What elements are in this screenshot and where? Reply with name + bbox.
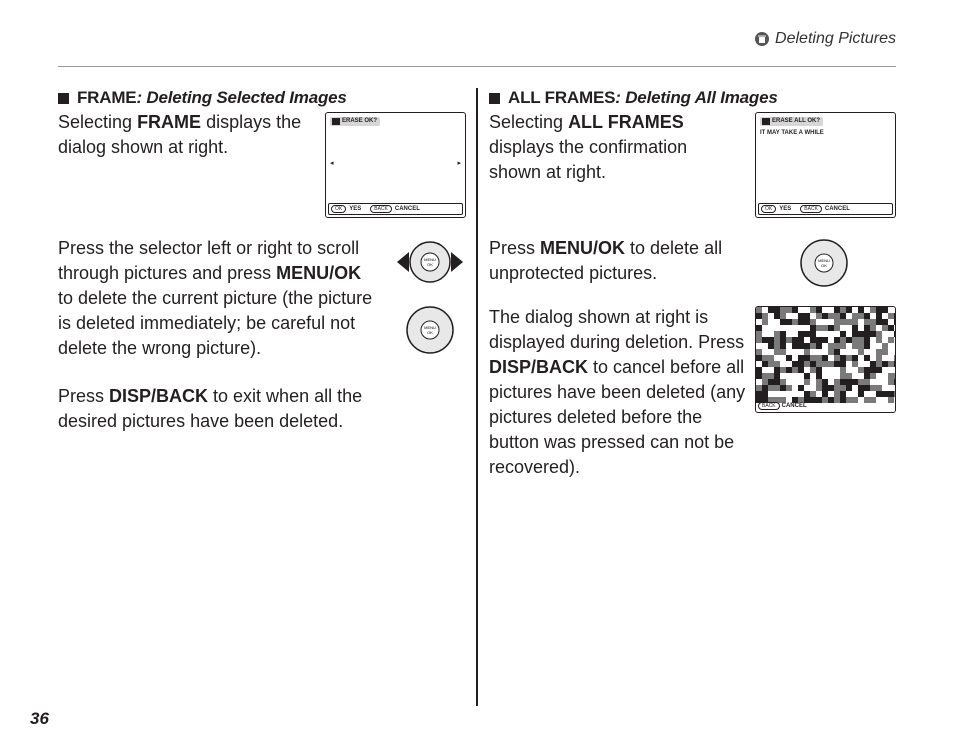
mosaic-block [792,367,798,373]
left-arrow-icon: ◂ [330,160,334,167]
mosaic-block [858,385,864,391]
mosaic-block [858,337,864,343]
mosaic-block [756,391,762,397]
mosaic-block [810,391,816,397]
mosaic-block [822,355,828,361]
heading-main: FRAME [77,88,137,107]
section-heading-all-frames [489,88,778,108]
mosaic-block [762,337,768,343]
menu-ok-button-icon [799,238,849,288]
square-bullet-icon [489,93,500,104]
mosaic-block [828,361,834,367]
mosaic-block [786,307,792,313]
right-paragraph-3: The dialog shown at right is displayed during deletion. Press DISP/BACK to cancel before all pictures have been deleted (any pictures deleted before the button was pressed can not be recovered). [489,307,746,477]
mosaic-block [816,367,822,373]
mosaic-block [852,337,858,343]
mosaic-block [846,397,852,403]
mosaic-block [768,307,774,313]
mosaic-block [840,337,846,343]
mosaic-block [834,355,840,361]
mosaic-block [846,337,852,343]
mosaic-block [834,385,840,391]
left-paragraph-3: Press DISP/BACK to exit when all the desired pictures have been deleted. [58,386,363,431]
mosaic-block [840,355,846,361]
mosaic-block [858,391,864,397]
mosaic-block [840,385,846,391]
mosaic-block [756,349,762,355]
mosaic-block [810,319,816,325]
mosaic-block [864,397,870,403]
mosaic-block [768,355,774,361]
mosaic-block [774,313,780,319]
mosaic-block [876,307,882,313]
mosaic-block [798,367,804,373]
mosaic-block [888,391,894,397]
mosaic-block [792,319,798,325]
mosaic-block [762,361,768,367]
mosaic-block [834,325,840,331]
mosaic-block [858,367,864,373]
mosaic-block [858,307,864,313]
page-number: 36 [30,709,49,728]
right-paragraph-1: Selecting ALL FRAMES displays the confirmation shown at right. [489,112,688,182]
mosaic-block [822,385,828,391]
mosaic-block [840,343,846,349]
heading-main: ALL FRAMES [508,88,616,107]
mosaic-block [858,349,864,355]
mosaic-block [852,343,858,349]
mosaic-block [828,313,834,319]
mosaic-block [774,337,780,343]
mosaic-block [840,361,846,367]
mosaic-block [768,385,774,391]
mosaic-block [798,313,804,319]
column-divider [476,88,478,706]
mosaic-block [870,307,876,313]
mosaic-block [852,325,858,331]
mosaic-block [828,343,834,349]
mosaic-block [852,355,858,361]
screen-button-bar: OK YES BACK CANCEL [758,203,893,215]
mosaic-block [870,367,876,373]
mosaic-block [864,337,870,343]
mosaic-block [822,361,828,367]
mosaic-block [846,355,852,361]
mosaic-block [846,385,852,391]
mosaic-block [834,313,840,319]
mosaic-block [780,331,786,337]
mosaic-block [810,367,816,373]
running-header [755,30,896,48]
mosaic-block [786,319,792,325]
mosaic-block [756,307,762,313]
mosaic-block [774,373,780,379]
right-arrow-icon: ▸ [457,160,461,167]
mosaic-block [780,349,786,355]
mosaic-block [858,313,864,319]
mosaic-block [852,361,858,367]
mosaic-block [888,313,894,319]
mosaic-block [846,307,852,313]
mosaic-block [780,379,786,385]
mosaic-block [780,307,786,313]
mosaic-block [852,313,858,319]
heading-sub: : Deleting All Images [615,88,778,107]
mosaic-block [852,397,858,403]
mosaic-block [876,385,882,391]
mosaic-block [756,367,762,373]
svg-text:OK: OK [427,330,433,335]
mosaic-block [882,307,888,313]
mosaic-block [756,373,762,379]
mosaic-block [780,385,786,391]
selector-left-right-icon [397,238,463,286]
mosaic-block [816,337,822,343]
mosaic-block [810,355,816,361]
mosaic-block [762,373,768,379]
mosaic-block [822,325,828,331]
mosaic-block [828,397,834,403]
mosaic-block [846,373,852,379]
mosaic-block [822,397,828,403]
mosaic-block [792,307,798,313]
mosaic-block [804,355,810,361]
mosaic-block [840,313,846,319]
mosaic-block [804,331,810,337]
mosaic-block [894,355,895,361]
mosaic-block [864,325,870,331]
mosaic-block [804,379,810,385]
mosaic-block [864,379,870,385]
mosaic-block [798,355,804,361]
right-paragraph-2: Press MENU/OK to delete all unprotected pictures. [489,238,723,283]
mosaic-block [816,361,822,367]
mosaic-block [792,361,798,367]
mosaic-block [810,331,816,337]
mosaic-block [888,379,894,385]
mosaic-block [834,343,840,349]
mosaic-block [768,361,774,367]
mosaic-block [882,361,888,367]
trash-icon [332,118,340,125]
mosaic-block [816,373,822,379]
mosaic-block [840,379,846,385]
screen-message: IT MAY TAKE A WHILE [760,130,824,136]
mosaic-block [762,391,768,397]
mosaic-block [762,355,768,361]
erase-ok-screen [325,112,466,218]
mosaic-block [864,343,870,349]
mosaic-block [798,331,804,337]
mosaic-block [864,367,870,373]
mosaic-block [840,367,846,373]
mosaic-block [894,373,895,379]
mosaic-block [840,391,846,397]
mosaic-block [804,361,810,367]
mosaic-block [804,313,810,319]
mosaic-block [864,319,870,325]
mosaic-block [888,325,894,331]
mosaic-block [798,319,804,325]
mosaic-block [864,331,870,337]
back-key: BACK [758,402,780,410]
mosaic-block [786,337,792,343]
mosaic-block [834,379,840,385]
mosaic-block [882,325,888,331]
mosaic-block [864,373,870,379]
mosaic-block [876,367,882,373]
mosaic-block [810,361,816,367]
mosaic-block [762,313,768,319]
mosaic-block [894,379,895,385]
mosaic-block [858,343,864,349]
mosaic-block [774,361,780,367]
mosaic-block [762,319,768,325]
mosaic-block [894,313,895,319]
mosaic-block [834,361,840,367]
mosaic-block [774,349,780,355]
mosaic-block [882,343,888,349]
mosaic-block [780,319,786,325]
back-key: BACK [800,205,822,213]
mosaic-block [840,373,846,379]
svg-text:MENU: MENU [424,325,436,330]
screen-title: ERASE OK? [330,117,380,126]
mosaic-block [864,355,870,361]
mosaic-block [756,313,762,319]
mosaic-block [774,367,780,373]
mosaic-block [798,385,804,391]
mosaic-block [894,331,895,337]
mosaic-block [786,367,792,373]
mosaic-block [834,397,840,403]
mosaic-block [876,361,882,367]
mosaic-block [780,343,786,349]
erase-all-ok-screen [755,112,896,218]
mosaic-block [846,379,852,385]
mosaic-block [804,349,810,355]
mosaic-block [852,379,858,385]
left-paragraph-1: Selecting FRAME displays the dialog shown at right. [58,112,302,157]
mosaic-block [792,343,798,349]
mosaic-block [876,391,882,397]
mosaic-block [774,343,780,349]
mosaic-block [762,385,768,391]
trash-icon [755,32,769,46]
mosaic-block [864,385,870,391]
mosaic-block [774,385,780,391]
mosaic-block [888,373,894,379]
mosaic-block [852,331,858,337]
mosaic-block [756,385,762,391]
mosaic-block [870,397,876,403]
mosaic-block [852,319,858,325]
header-title: Deleting Pictures [775,30,896,47]
mosaic-block [798,361,804,367]
mosaic-block [840,319,846,325]
mosaic-block [786,355,792,361]
mosaic-block [864,313,870,319]
mosaic-block [870,361,876,367]
mosaic-block [810,337,816,343]
mosaic-block [762,379,768,385]
back-key: BACK [370,205,392,213]
square-bullet-icon [58,93,69,104]
mosaic-block [768,343,774,349]
mosaic-block [834,319,840,325]
mosaic-block [798,337,804,343]
mosaic-block [834,349,840,355]
mosaic-block [816,385,822,391]
mosaic-block [828,385,834,391]
mosaic-block [816,379,822,385]
menu-ok-button-icon [405,305,455,355]
mosaic-block [792,337,798,343]
mosaic-block [876,337,882,343]
mosaic-block [840,397,846,403]
mosaic-block [840,307,846,313]
mosaic-block [834,391,840,397]
mosaic-block [870,331,876,337]
mosaic-block [804,391,810,397]
section-heading-frame [58,88,347,108]
heading-sub: : Deleting Selected Images [136,88,347,107]
mosaic-block [846,319,852,325]
mosaic-block [780,367,786,373]
mosaic-block [810,397,816,403]
header-rule [58,66,896,67]
mosaic-block [804,373,810,379]
ok-key: OK [331,205,346,213]
mosaic-block [816,397,822,403]
mosaic-block [888,337,894,343]
mosaic-block [810,325,816,331]
dissolve-pattern [756,307,895,412]
mosaic-block [882,349,888,355]
svg-text:OK: OK [427,262,433,267]
mosaic-block [756,325,762,331]
screen-button-bar: OK YES BACK CANCEL [328,203,463,215]
mosaic-block [774,379,780,385]
trash-icon [762,118,770,125]
mosaic-block [816,343,822,349]
mosaic-block [768,337,774,343]
mosaic-block [876,319,882,325]
svg-text:MENU: MENU [424,257,436,262]
mosaic-block [810,343,816,349]
mosaic-block [876,331,882,337]
mosaic-block [816,307,822,313]
mosaic-block [894,391,895,397]
mosaic-block [834,307,840,313]
mosaic-block [756,331,762,337]
mosaic-block [870,385,876,391]
mosaic-block [822,337,828,343]
svg-text:OK: OK [821,263,827,268]
mosaic-block [768,373,774,379]
mosaic-block [870,325,876,331]
mosaic-block [822,391,828,397]
mosaic-block [816,313,822,319]
mosaic-block [810,307,816,313]
mosaic-block [786,385,792,391]
mosaic-block [780,337,786,343]
mosaic-block [870,319,876,325]
mosaic-block [816,355,822,361]
screen-button-bar: BACK CANCEL [758,401,807,410]
deleting-progress-screen [755,306,896,413]
mosaic-block [780,313,786,319]
left-paragraph-2: Press the selector left or right to scroll through pictures and press MENU/OK to delete the current picture (the picture is deleted immediately; be careful not delete the wrong picture). [58,238,373,358]
mosaic-block [876,355,882,361]
mosaic-block [804,319,810,325]
mosaic-block [858,331,864,337]
mosaic-block [798,343,804,349]
mosaic-block [804,343,810,349]
mosaic-block [888,361,894,367]
mosaic-block [882,391,888,397]
mosaic-block [756,337,762,343]
mosaic-block [858,379,864,385]
mosaic-block [840,331,846,337]
mosaic-block [870,373,876,379]
ok-key: OK [761,205,776,213]
mosaic-block [822,379,828,385]
mosaic-block [774,331,780,337]
mosaic-block [882,319,888,325]
mosaic-block [822,313,828,319]
mosaic-block [828,325,834,331]
mosaic-block [834,337,840,343]
mosaic-block [876,313,882,319]
screen-title: ERASE ALL OK? [760,117,823,126]
mosaic-block [876,349,882,355]
mosaic-block [816,325,822,331]
mosaic-block [768,379,774,385]
mosaic-block [894,361,895,367]
mosaic-block [828,349,834,355]
mosaic-block [888,397,894,403]
mosaic-block [894,319,895,325]
mosaic-block [774,307,780,313]
svg-text:MENU: MENU [818,258,830,263]
mosaic-block [756,355,762,361]
